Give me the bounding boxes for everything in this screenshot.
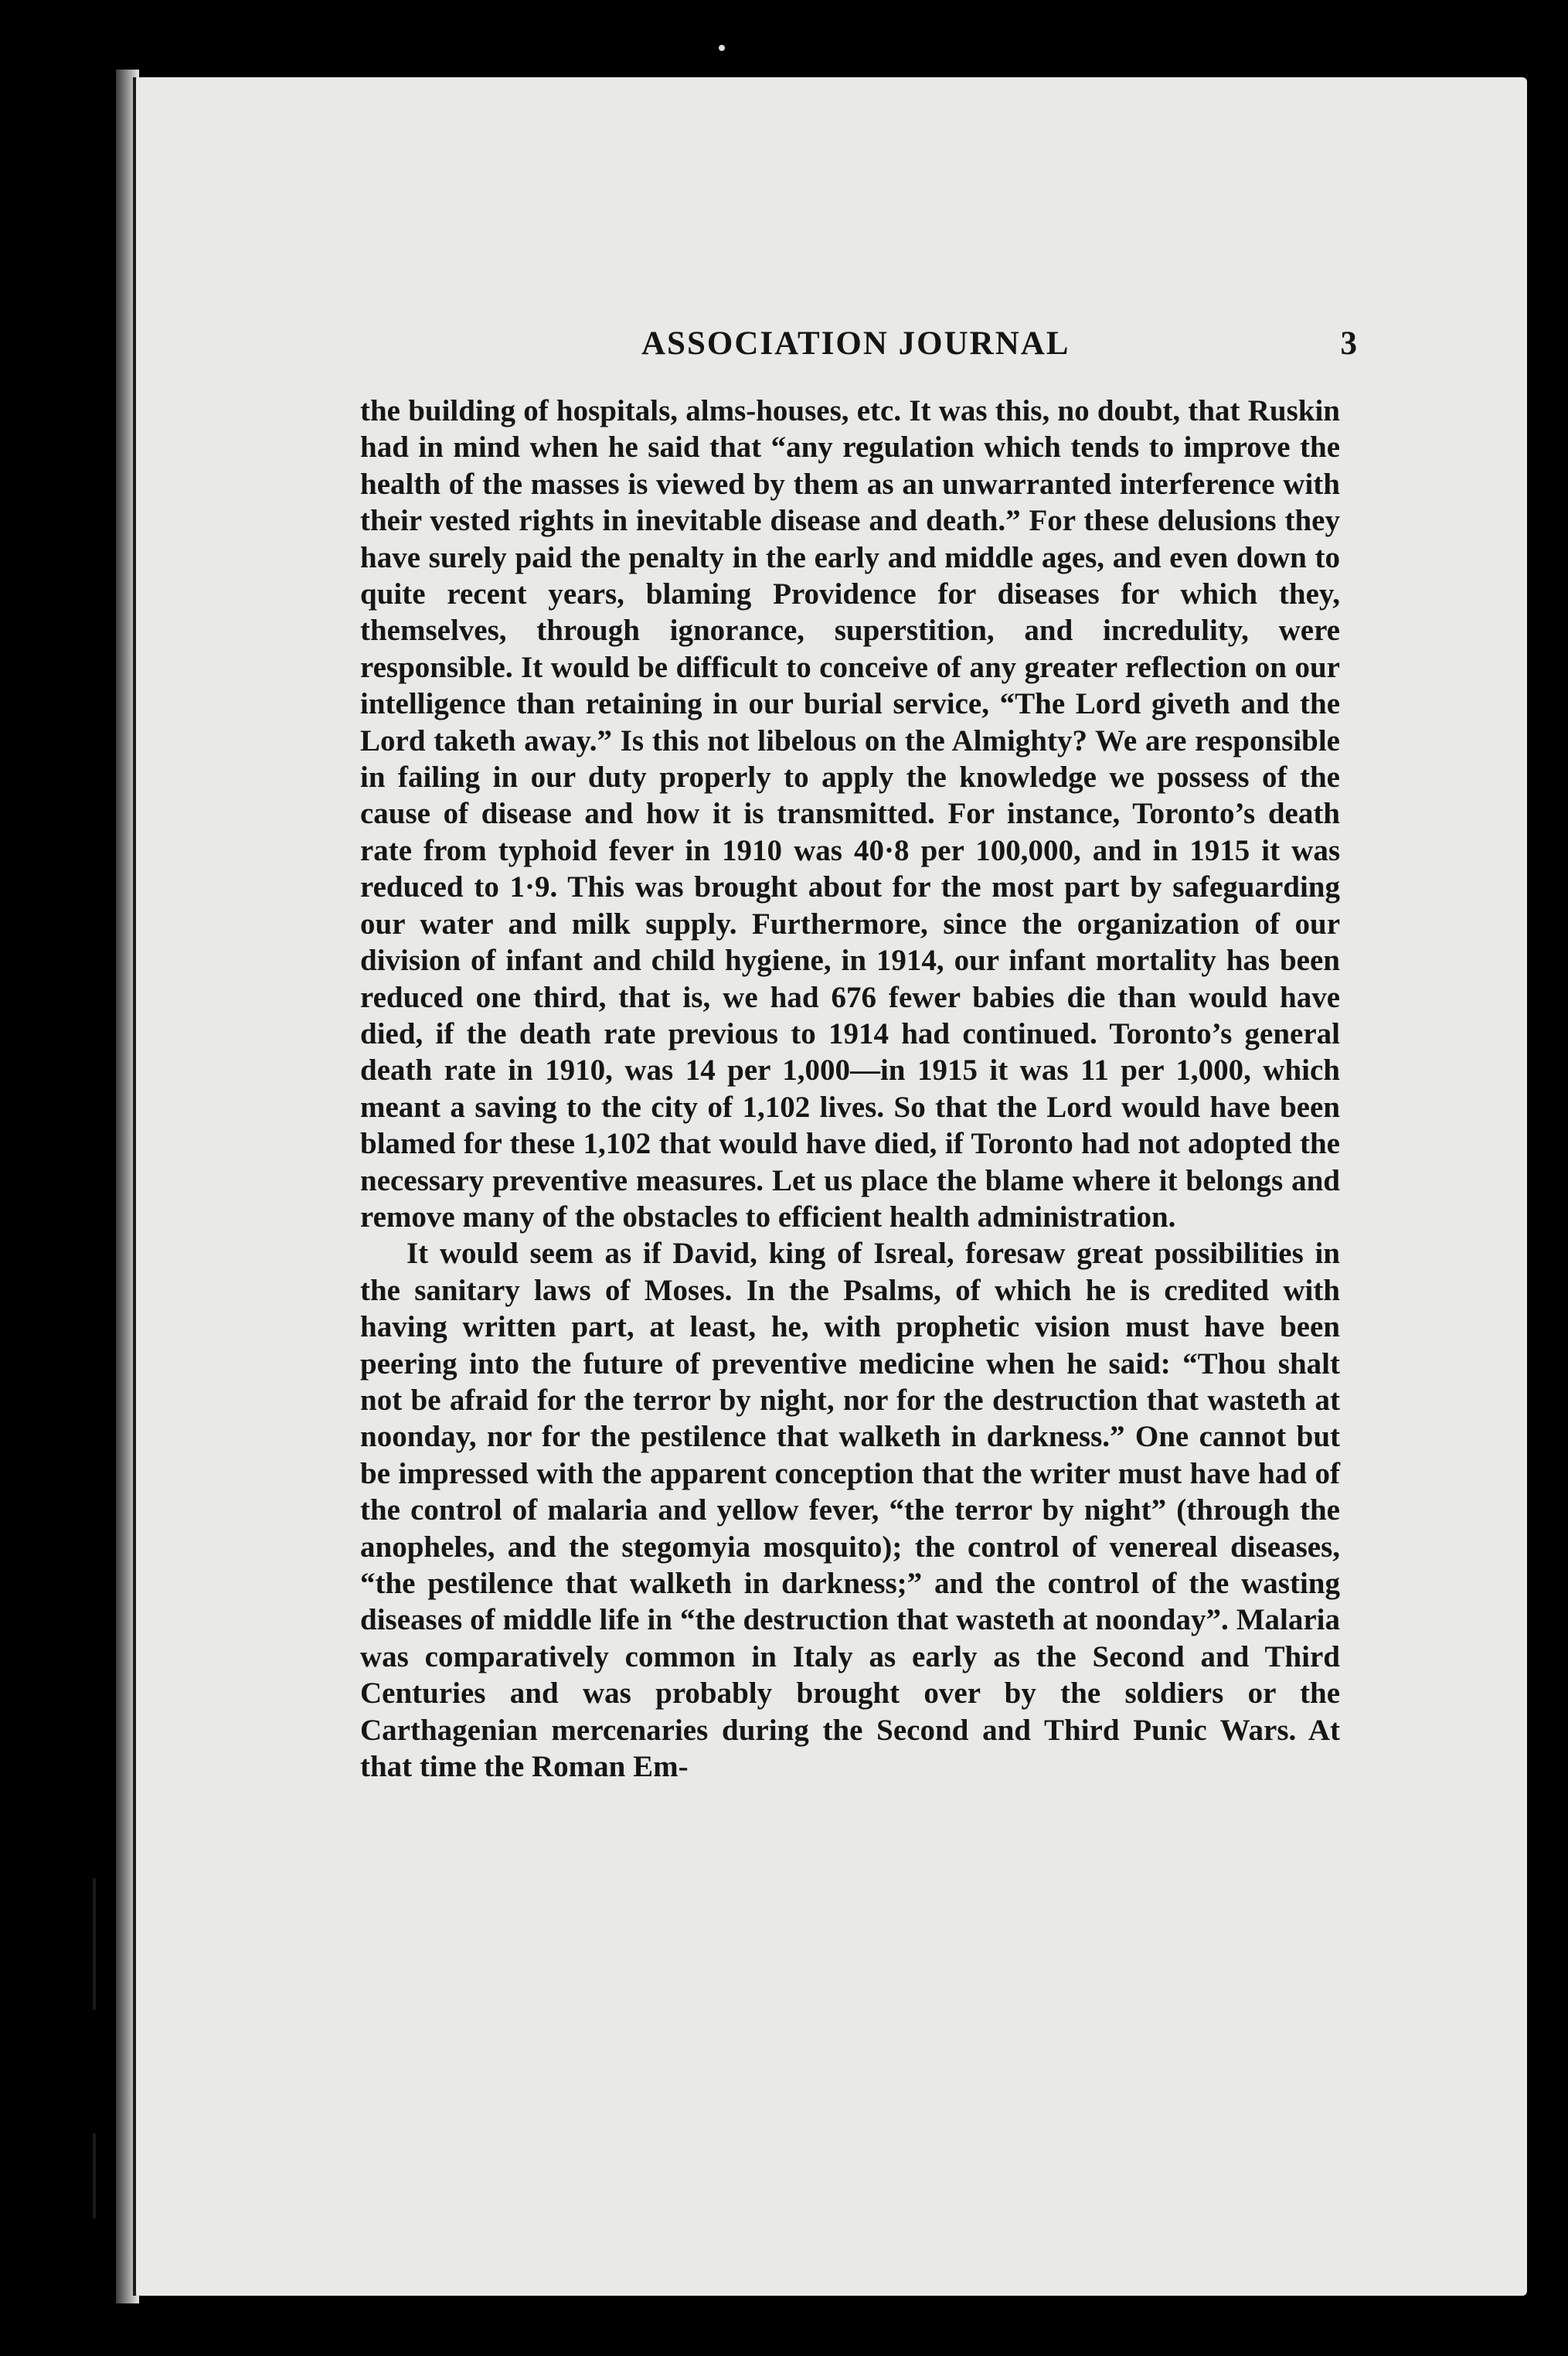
- page-number: 3: [1340, 325, 1357, 362]
- paragraph: the building of hospitals, alms-houses, etc. It was this, no doubt, that Ruskin had in mind when he said that “any regulation which tends to improve the health of the masses is viewed by them as an unwarranted interference with their vested rights in inevitable disease and death.” For these delusions they have surely paid the penalty in the early and middle ages, and even down to quite recent years, blaming Providence for diseases for which they, themselves, through ignorance, superstition, and incredulity, were responsible. It would be difficult to conceive of any greater reflection on our intelligence than retaining in our burial service, “The Lord giveth and the Lord taketh away.” Is this not libelous on the Almighty? We are responsible in failing in our duty properly to apply the knowledge we possess of the cause of disease and how it is transmitted. For instance, Toronto’s death rate from typhoid fever in 1910 was 40·8 per 100,000, and in 1915 it was reduced to 1·9. This was brought about for the most part by safeguarding our water and milk supply. Furthermore, since the organization of our division of infant and child hygiene, in 1914, our infant mortality has been reduced one third, that is, we had 676 fewer babies die than would have died, if the death rate previous to 1914 had continued. Toronto’s general death rate in 1910, was 14 per 1,000—in 1915 it was 11 per 1,000, which meant a saving to the city of 1,102 lives. So that the Lord would have been blamed for these 1,102 that would have died, if Toronto had not adopted the necessary preventive measures. Let us place the blame where it belongs and remove many of the obstacles to efficient health administration.: [360, 394, 1340, 1234]
- paragraph: It would seem as if David, king of Isreal, foresaw great possibilities in the sanitary laws of Moses. In the Psalms, of which he is credited with having written part, at least, he, with prophetic vision must have been peering into the future of preventive medicine when he said: “Thou shalt not be afraid for the terror by night, nor for the destruction that wasteth at noonday, nor for the pestilence that walketh in darkness.” One cannot but be impressed with the apparent conception that the writer must have had of the control of malaria and yellow fever, “the terror by night” (through the anopheles, and the stegomyia mosquito); the control of venereal diseases, “the pestilence that walketh in darkness;” and the control of the wasting diseases of middle life in “the destruction that wasteth at noonday”. Malaria was comparatively common in Italy as early as the Second and Third Centuries and was probably brought over by the soldiers or the Carthagenian mercenaries during the Second and Third Punic Wars. At that time the Roman Em-: [360, 1237, 1340, 1784]
- page-header: [325, 325, 1357, 371]
- margin-mark: [93, 2133, 96, 2218]
- journal-title: ASSOCIATION JOURNAL: [641, 325, 1070, 362]
- scan-speck: [719, 45, 725, 51]
- margin-mark: [93, 1878, 96, 2010]
- page-spine: [133, 77, 136, 2296]
- article-body: [360, 393, 1340, 1785]
